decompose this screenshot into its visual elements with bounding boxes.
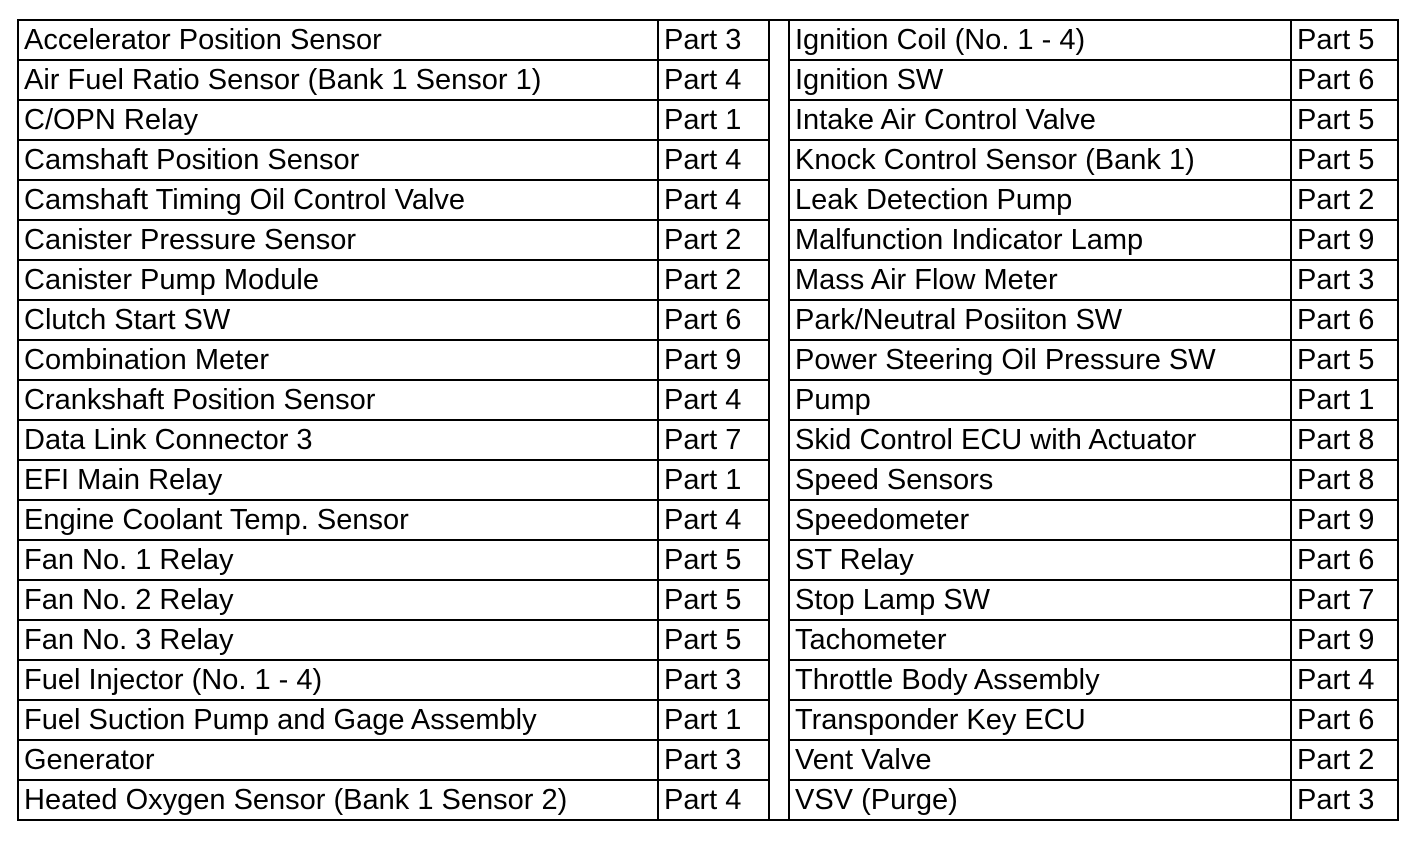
part-reference-cell: Part 5 bbox=[664, 584, 742, 616]
table-row bbox=[19, 621, 768, 661]
part-reference-cell: Part 4 bbox=[664, 144, 742, 176]
table-row bbox=[790, 461, 1397, 501]
part-reference-cell: Part 4 bbox=[1297, 664, 1375, 696]
part-reference-cell: Part 1 bbox=[1297, 384, 1375, 416]
component-name-cell: Fan No. 3 Relay bbox=[19, 621, 659, 659]
table-row bbox=[19, 341, 768, 381]
table-row bbox=[790, 341, 1397, 381]
table-row bbox=[790, 781, 1397, 819]
table-row bbox=[790, 581, 1397, 621]
part-reference-cell: Part 5 bbox=[1297, 24, 1375, 56]
part-reference-cell: Part 9 bbox=[1297, 504, 1375, 536]
component-name-cell: ST Relay bbox=[790, 541, 1292, 579]
table-row bbox=[19, 461, 768, 501]
part-reference-cell: Part 3 bbox=[664, 744, 742, 776]
table-row bbox=[19, 541, 768, 581]
table-row bbox=[19, 261, 768, 301]
table-row bbox=[19, 61, 768, 101]
part-reference-cell: Part 4 bbox=[664, 384, 742, 416]
component-name-cell: Power Steering Oil Pressure SW bbox=[790, 341, 1292, 379]
component-name-cell: Ignition Coil (No. 1 - 4) bbox=[790, 21, 1292, 59]
column-separator bbox=[768, 21, 790, 819]
component-name-cell: Malfunction Indicator Lamp bbox=[790, 221, 1292, 259]
component-name-cell: Fuel Suction Pump and Gage Assembly bbox=[19, 701, 659, 739]
part-reference-cell: Part 6 bbox=[1297, 64, 1375, 96]
component-name-cell: Generator bbox=[19, 741, 659, 779]
part-reference-cell: Part 4 bbox=[664, 64, 742, 96]
component-name-cell: Canister Pump Module bbox=[19, 261, 659, 299]
table-row bbox=[19, 741, 768, 781]
table-row bbox=[790, 621, 1397, 661]
component-name-cell: Combination Meter bbox=[19, 341, 659, 379]
table-row bbox=[790, 421, 1397, 461]
table-row bbox=[19, 221, 768, 261]
part-reference-cell: Part 5 bbox=[664, 544, 742, 576]
part-reference-cell: Part 5 bbox=[1297, 144, 1375, 176]
part-reference-cell: Part 5 bbox=[1297, 104, 1375, 136]
component-name-cell: Pump bbox=[790, 381, 1292, 419]
table-row bbox=[19, 781, 768, 819]
part-reference-cell: Part 6 bbox=[1297, 304, 1375, 336]
part-reference-cell: Part 9 bbox=[664, 344, 742, 376]
table-row bbox=[790, 501, 1397, 541]
component-name-cell: Speedometer bbox=[790, 501, 1292, 539]
part-reference-cell: Part 3 bbox=[1297, 264, 1375, 296]
component-name-cell: C/OPN Relay bbox=[19, 101, 659, 139]
table-row bbox=[790, 21, 1397, 61]
part-reference-cell: Part 4 bbox=[664, 784, 742, 816]
part-reference-cell: Part 8 bbox=[1297, 464, 1375, 496]
table-row bbox=[19, 21, 768, 61]
part-reference-cell: Part 3 bbox=[1297, 784, 1375, 816]
component-name-cell: Transponder Key ECU bbox=[790, 701, 1292, 739]
component-name-cell: Fuel Injector (No. 1 - 4) bbox=[19, 661, 659, 699]
part-reference-cell: Part 3 bbox=[664, 664, 742, 696]
table-row bbox=[790, 301, 1397, 341]
part-reference-cell: Part 2 bbox=[664, 224, 742, 256]
table-row bbox=[790, 61, 1397, 101]
part-reference-cell: Part 8 bbox=[1297, 424, 1375, 456]
component-name-cell: Camshaft Timing Oil Control Valve bbox=[19, 181, 659, 219]
component-name-cell: Throttle Body Assembly bbox=[790, 661, 1292, 699]
component-name-cell: EFI Main Relay bbox=[19, 461, 659, 499]
table-row bbox=[790, 221, 1397, 261]
table-row bbox=[790, 101, 1397, 141]
component-name-cell: Leak Detection Pump bbox=[790, 181, 1292, 219]
component-name-cell: Heated Oxygen Sensor (Bank 1 Sensor 2) bbox=[19, 781, 659, 819]
table-row bbox=[19, 581, 768, 621]
part-reference-cell: Part 1 bbox=[664, 104, 742, 136]
component-name-cell: Ignition SW bbox=[790, 61, 1292, 99]
table-row bbox=[19, 701, 768, 741]
part-reference-cell: Part 6 bbox=[664, 304, 742, 336]
component-name-cell: Vent Valve bbox=[790, 741, 1292, 779]
component-name-cell: Tachometer bbox=[790, 621, 1292, 659]
table-row bbox=[790, 661, 1397, 701]
part-reference-cell: Part 2 bbox=[1297, 744, 1375, 776]
table-row bbox=[19, 141, 768, 181]
table-row bbox=[19, 381, 768, 421]
table-row bbox=[19, 301, 768, 341]
component-name-cell: Camshaft Position Sensor bbox=[19, 141, 659, 179]
part-reference-cell: Part 3 bbox=[664, 24, 742, 56]
part-reference-cell: Part 9 bbox=[1297, 224, 1375, 256]
component-name-cell: Data Link Connector 3 bbox=[19, 421, 659, 459]
component-name-cell: Speed Sensors bbox=[790, 461, 1292, 499]
part-reference-cell: Part 5 bbox=[664, 624, 742, 656]
component-name-cell: Air Fuel Ratio Sensor (Bank 1 Sensor 1) bbox=[19, 61, 659, 99]
table-row bbox=[19, 421, 768, 461]
component-name-cell: Fan No. 2 Relay bbox=[19, 581, 659, 619]
component-name-cell: Mass Air Flow Meter bbox=[790, 261, 1292, 299]
table-row bbox=[790, 381, 1397, 421]
table-row bbox=[19, 181, 768, 221]
component-name-cell: Intake Air Control Valve bbox=[790, 101, 1292, 139]
part-reference-cell: Part 2 bbox=[1297, 184, 1375, 216]
component-name-cell: Knock Control Sensor (Bank 1) bbox=[790, 141, 1292, 179]
table-row bbox=[19, 501, 768, 541]
part-reference-cell: Part 6 bbox=[1297, 704, 1375, 736]
part-reference-cell: Part 4 bbox=[664, 184, 742, 216]
component-name-cell: Fan No. 1 Relay bbox=[19, 541, 659, 579]
part-reference-cell: Part 5 bbox=[1297, 344, 1375, 376]
part-reference-cell: Part 6 bbox=[1297, 544, 1375, 576]
component-index-table bbox=[17, 19, 1399, 821]
table-row bbox=[790, 181, 1397, 221]
part-reference-cell: Part 2 bbox=[664, 264, 742, 296]
component-name-cell: VSV (Purge) bbox=[790, 781, 1292, 819]
component-name-cell: Stop Lamp SW bbox=[790, 581, 1292, 619]
right-index-column bbox=[790, 21, 1397, 819]
left-index-column bbox=[19, 21, 768, 819]
part-reference-cell: Part 7 bbox=[664, 424, 742, 456]
table-row bbox=[790, 701, 1397, 741]
part-reference-cell: Part 1 bbox=[664, 704, 742, 736]
part-reference-cell: Part 9 bbox=[1297, 624, 1375, 656]
table-row bbox=[790, 261, 1397, 301]
component-name-cell: Clutch Start SW bbox=[19, 301, 659, 339]
component-name-cell: Crankshaft Position Sensor bbox=[19, 381, 659, 419]
table-row bbox=[790, 741, 1397, 781]
component-name-cell: Park/Neutral Posiiton SW bbox=[790, 301, 1292, 339]
part-reference-cell: Part 4 bbox=[664, 504, 742, 536]
part-reference-cell: Part 1 bbox=[664, 464, 742, 496]
table-row bbox=[790, 141, 1397, 181]
table-row bbox=[19, 661, 768, 701]
component-name-cell: Skid Control ECU with Actuator bbox=[790, 421, 1292, 459]
component-name-cell: Engine Coolant Temp. Sensor bbox=[19, 501, 659, 539]
component-name-cell: Accelerator Position Sensor bbox=[19, 21, 659, 59]
component-name-cell: Canister Pressure Sensor bbox=[19, 221, 659, 259]
table-row bbox=[19, 101, 768, 141]
table-row bbox=[790, 541, 1397, 581]
part-reference-cell: Part 7 bbox=[1297, 584, 1375, 616]
